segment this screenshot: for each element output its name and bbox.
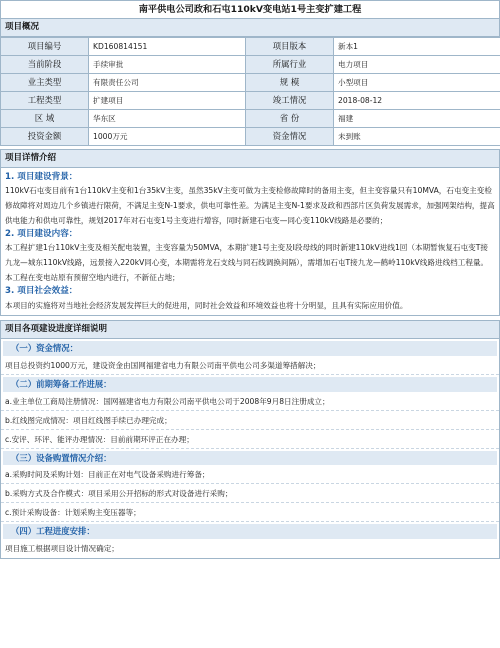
overview-row (1, 110, 500, 128)
overview-row (1, 56, 500, 74)
overview-value-right: 新本1 (334, 38, 500, 56)
prep-line-b: b.红线图完成情况：项目红线图手续已办理完成； (1, 411, 499, 430)
overview-value-right: 未到账 (334, 128, 500, 146)
overview-label-right: 规 模 (246, 74, 334, 92)
schedule-line: 项目施工根据项目设计情况确定； (5, 544, 119, 554)
overview-label-left: 工程类型 (1, 92, 89, 110)
overview-label-left: 投资金额 (1, 128, 89, 146)
overview-row (1, 74, 500, 92)
overview-value-left: 手续审批 (89, 56, 246, 74)
overview-label-left: 当前阶段 (1, 56, 89, 74)
prep-heading: （二）前期筹备工作进展： (3, 377, 497, 392)
overview-value-right: 福建 (334, 110, 500, 128)
background-heading: 1. 项目建设背景： (5, 172, 78, 183)
equipment-line-a: a.采购时间及采购计划：目前正在对电气设备采购进行筹备； (1, 465, 499, 484)
overview-value-right: 2018-08-12 (334, 92, 500, 110)
overview-table (0, 37, 500, 146)
page-title: 南平供电公司政和石屯110kV变电站1号主变扩建工程 (0, 0, 500, 18)
overview-value-right: 小型项目 (334, 74, 500, 92)
background-text: 110kV石屯变目前有1台110kV主变和1台35kV主变，虽然35kV主变可做为主变检修故障时的备用主变，但主变容量只有10MVA，石屯变主变检修故障将对周边几个乡镇进行限荷，不满足主变N-1要求，供电可靠性差。为满足主变N-1要求及政和西部片区负荷发展需求，加强网架结构，提高供电能力和供电可靠性，规划2017年对石屯变1号主变进行增容，同时新建石屯变—同心变110kV线路是必要的； (5, 186, 495, 226)
overview-label-right: 资金情况 (246, 128, 334, 146)
overview-row (1, 92, 500, 110)
equipment-line-c: c.预计采购设备：计划采购主变压器等； (1, 503, 499, 522)
overview-label-right: 竣工情况 (246, 92, 334, 110)
benefit-heading: 3. 项目社会效益： (5, 286, 78, 297)
prep-line-c: c.安评、环评、能评办理情况：目前前期环评正在办理； (1, 430, 499, 449)
overview-row (1, 38, 500, 56)
detail-block (0, 168, 500, 316)
funding-line: 项目总投资约1000万元，建设资金由国网福建省电力有限公司南平供电公司多渠道筹措解决； (1, 356, 499, 375)
overview-row (1, 128, 500, 146)
schedule-heading: （四）工程进度安排： (3, 524, 497, 539)
overview-value-left: 华东区 (89, 110, 246, 128)
content-text: 本工程扩建1台110kV主变及相关配电装置，主变容量为50MVA，本期扩建1号主变及I段母线的同时新建110kV进线1回（本期暂恢复石屯变T接九龙—城东110kV线路，远景接入220kV同心变，本期需将龙石支线与同石线调换间隔），需增加石屯T接九龙—鹤岭110kV线路进线档工程量。本工程在变电站原有预留空地内进行，不新征占地； (5, 243, 489, 283)
overview-heading: 项目概况 (0, 18, 500, 37)
overview-label-left: 区 域 (1, 110, 89, 128)
overview-label-right: 项目版本 (246, 38, 334, 56)
overview-label-right: 所属行业 (246, 56, 334, 74)
overview-label-left: 业主类型 (1, 74, 89, 92)
progress-heading: 项目各项建设进度详细说明 (1, 321, 499, 339)
overview-value-left: 扩建项目 (89, 92, 246, 110)
overview-value-left: 有限责任公司 (89, 74, 246, 92)
overview-value-left: 1000万元 (89, 128, 246, 146)
overview-value-right: 电力项目 (334, 56, 500, 74)
overview-label-left: 项目编号 (1, 38, 89, 56)
progress-section (0, 320, 500, 560)
funding-heading: （一）资金情况： (3, 341, 497, 356)
prep-line-a: a.业主单位工商局注册情况：国网福建省电力有限公司南平供电公司于2008年9月8日注册成立； (1, 392, 499, 411)
overview-value-left: KD160814151 (89, 38, 246, 56)
detail-heading: 项目详情介绍 (0, 149, 500, 168)
overview-label-right: 省 份 (246, 110, 334, 128)
content-heading: 2. 项目建设内容： (5, 229, 78, 240)
equipment-line-b: b.采购方式及合作模式：项目采用公开招标的形式对设备进行采购； (1, 484, 499, 503)
equipment-heading: （三）设备购置情况介绍： (3, 451, 497, 466)
benefit-text: 本项目的实施将对当地社会经济发展发挥巨大的促进用，同时社会效益和环境效益也将十分明显，且具有实际应用价值。 (5, 300, 408, 310)
